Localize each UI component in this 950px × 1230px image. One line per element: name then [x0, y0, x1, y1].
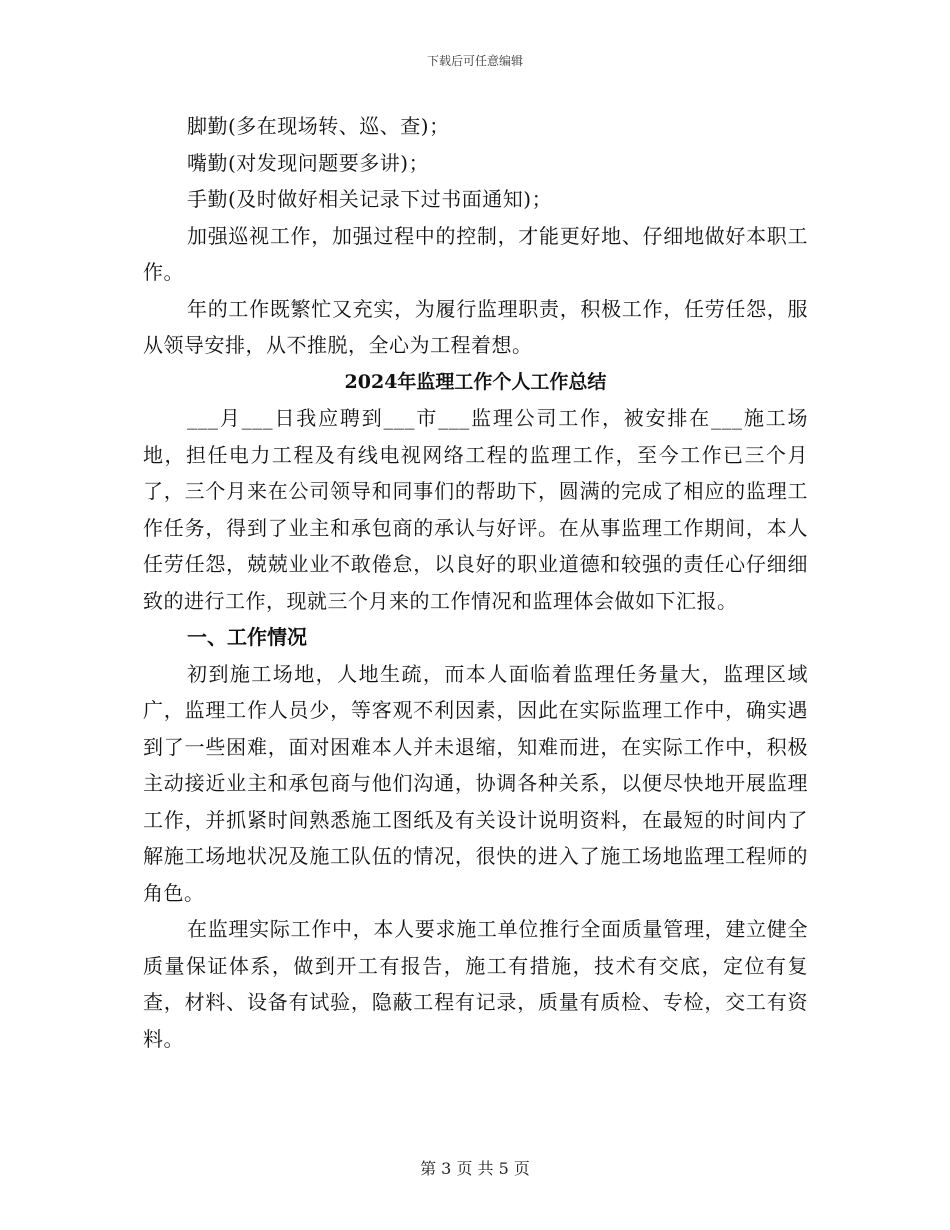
paragraph-intro: ___月___日我应聘到___市___监理公司工作，被安排在___施工场地，担任电力工程及有线电视网络工程的监理工作，至今工作已三个月了，三个月来在公司领导和同事们的帮助下，圆满的完成了相应的监理工作任务，得到了业主和承包商的承认与好评。在从事监理工作期间，本人任劳任怨，兢兢业业不敢倦怠，以良好的职业道德和较强的责任心仔细细致的进行工作，现就三个月来的工作情况和监理体会做如下汇报。: [143, 406, 808, 613]
paragraph-foot-diligence: 脚勤(多在现场转、巡、查)；: [187, 114, 450, 138]
paragraph-work-situation: 初到施工场地，人地生疏，而本人面临着监理任务量大，监理区域广，监理工作人员少，等客观不利因素，因此在实际监理工作中，确实遇到了一些困难，面对困难本人并未退缩，知难而进，在实际工作中，积极主动接近业主和承包商与他们沟通，协调各种关系，以便尽快地开展监理工作，并抓紧时间熟悉施工图纸及有关设计说明资料，在最短的时间内了解施工场地状况及施工队伍的情况，很快的进入了施工场地监理工程师的角色。: [143, 661, 808, 905]
paragraph-quality-management: 在监理实际工作中，本人要求施工单位推行全面质量管理，建立健全质量保证体系，做到开工有报告，施工有措施，技术有交底，定位有复查，材料、设备有试验，隐蔽工程有记录，质量有质检、专检，交工有资料。: [143, 917, 808, 1051]
section-heading: 一、工作情况: [187, 625, 307, 649]
paragraph-inspection: 加强巡视工作，加强过程中的控制，才能更好地、仔细地做好本职工作。: [143, 223, 808, 284]
paragraph-hand-diligence: 手勤(及时做好相关记录下过书面通知)；: [187, 187, 553, 211]
document-title: 2024年监理工作个人工作总结: [344, 370, 607, 393]
document-body: [143, 108, 808, 1057]
page-header: 下载后可任意编辑: [426, 54, 523, 68]
paragraph-mouth-diligence: 嘴勤(对发现问题要多讲)；: [187, 150, 430, 175]
paragraph-year-summary: 年的工作既繁忙又充实，为履行监理职责，积极工作，任劳任怨，服从领导安排，从不推脱，全心为工程着想。: [143, 296, 808, 357]
page-footer: 第 3 页 共 5 页: [420, 1159, 530, 1178]
